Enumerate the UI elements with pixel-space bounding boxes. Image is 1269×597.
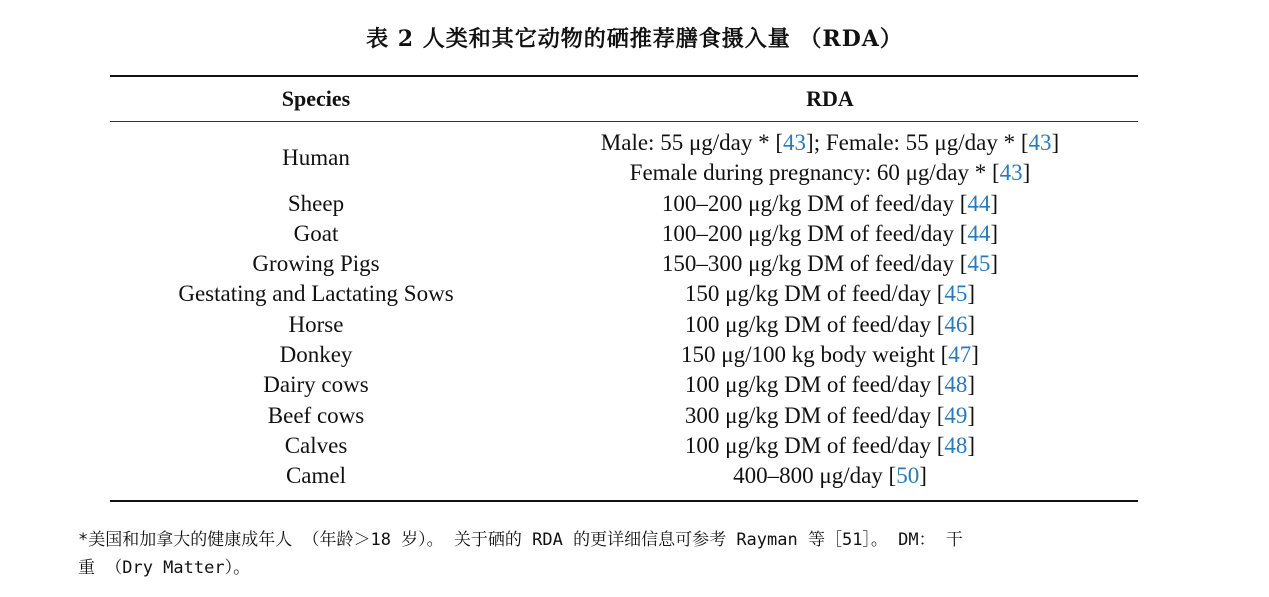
rda-cell [522, 340, 1138, 370]
reference-link[interactable]: 50 [896, 463, 920, 489]
rda-text: 150 μg/kg DM of feed/day [ [684, 281, 945, 307]
rda-cell [522, 461, 1138, 491]
rda-cell [522, 310, 1138, 340]
rda-cell [522, 219, 1138, 249]
table-row [110, 461, 1138, 491]
species-cell: Donkey [279, 342, 353, 368]
species-cell: Dairy cows [263, 372, 369, 398]
rda-text: ] [967, 281, 976, 307]
table-row [110, 431, 1138, 461]
rda-table [110, 75, 1138, 502]
rda-line [522, 128, 1138, 158]
rda-text: Male: 55 μg/day * [ [600, 130, 784, 155]
rda-text: ] [990, 220, 999, 246]
rda-cell [522, 431, 1138, 461]
rda-text: 400–800 μg/day [ [733, 463, 897, 489]
rda-text: Female during pregnancy: 60 μg/day * [ [629, 160, 1000, 186]
species-cell: Calves [284, 432, 348, 458]
table-row-human [110, 128, 1138, 189]
reference-link[interactable]: 43 [999, 160, 1023, 186]
species-cell: Horse [288, 311, 344, 337]
rda-cell [522, 128, 1138, 189]
species-cell: Beef cows [267, 402, 365, 428]
species-cell: Gestating and Lactating Sows [178, 281, 454, 307]
reference-link[interactable]: 47 [948, 342, 972, 368]
species-cell: Human [282, 145, 350, 171]
rda-text: ] [967, 432, 976, 458]
table-footnote [78, 526, 1208, 582]
rda-text: ] [971, 342, 979, 368]
rda-cell [522, 279, 1138, 309]
header-rda: RDA [806, 86, 854, 111]
table-row [110, 219, 1138, 249]
species-cell: Growing Pigs [252, 251, 380, 277]
reference-link[interactable]: 46 [944, 311, 968, 337]
table-row [110, 401, 1138, 431]
rda-cell [522, 189, 1138, 219]
rda-text: 100 μg/kg DM of feed/day [ [684, 432, 945, 458]
reference-link[interactable]: 43 [1028, 130, 1052, 155]
table-header-row [110, 77, 1138, 122]
table-row [110, 370, 1138, 400]
rda-text: 100–200 μg/kg DM of feed/day [ [661, 190, 968, 216]
rda-cell [522, 249, 1138, 279]
rda-text: 100 μg/kg DM of feed/day [ [684, 311, 945, 337]
table-body [110, 122, 1138, 500]
rda-text: ] [990, 251, 999, 277]
species-cell: Goat [293, 220, 339, 246]
rda-text: 100–200 μg/kg DM of feed/day [ [661, 220, 968, 246]
reference-link[interactable]: 49 [944, 402, 968, 428]
reference-link[interactable]: 45 [967, 251, 991, 277]
reference-link[interactable]: 48 [944, 372, 968, 398]
reference-link[interactable]: 48 [944, 432, 968, 458]
rda-text: ] [967, 402, 976, 428]
table-caption: 表 2 人类和其它动物的硒推荐膳食摄入量 （RDA） [366, 26, 903, 52]
reference-link[interactable]: 44 [967, 220, 991, 246]
table-row [110, 310, 1138, 340]
table-row [110, 249, 1138, 279]
reference-link[interactable]: 43 [783, 130, 807, 155]
rda-text: 100 μg/kg DM of feed/day [ [684, 372, 945, 398]
rda-text: ]; Female: 55 μg/day * [ [806, 130, 1029, 155]
rda-text: ] [1022, 160, 1031, 186]
reference-link[interactable]: 44 [967, 190, 991, 216]
rda-text: 300 μg/kg DM of feed/day [ [684, 402, 945, 428]
rda-text: ] [967, 372, 976, 398]
species-cell: Camel [285, 463, 347, 489]
reference-link[interactable]: 45 [944, 281, 968, 307]
table-row [110, 340, 1138, 370]
rda-text: ] [1051, 130, 1060, 155]
rda-text: 150 μg/100 kg body weight [ [681, 342, 949, 368]
rda-cell [522, 401, 1138, 431]
table-row [110, 189, 1138, 219]
footnote-line: 重 （Dry Matter）。 [78, 558, 251, 578]
header-species: Species [281, 86, 351, 111]
rda-text: 150–300 μg/kg DM of feed/day [ [661, 251, 968, 277]
table-row [110, 279, 1138, 309]
rda-line [522, 158, 1138, 188]
rda-text: ] [919, 463, 927, 489]
footnote-line: *美国和加拿大的健康成年人 （年龄＞18 岁）。 关于硒的 RDA 的更详细信息可参考 Rayman 等［51］。 DM： 干 [78, 530, 963, 550]
rda-text: ] [990, 190, 999, 216]
rda-cell [522, 370, 1138, 400]
rda-text: ] [967, 311, 976, 337]
species-cell: Sheep [287, 190, 345, 216]
